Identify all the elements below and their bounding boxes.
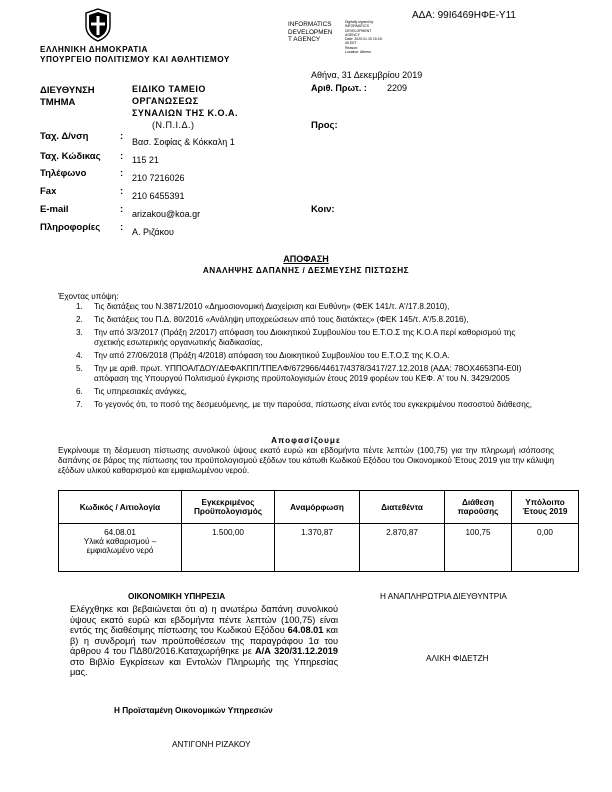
item-text: Το γεγονός ότι, το ποσό της δεσμευόμενης, με την παρούσα, πίστωσης είναι εντός του εγκεκριμένου ποσοστού διάθεσης, xyxy=(94,400,532,409)
finance-verification xyxy=(70,604,338,678)
finance-entry-number: Α/Α 320/31.12.2019 xyxy=(255,646,338,656)
phone-value: 210 7216026 xyxy=(132,173,185,183)
table-cell: 1.370,87 xyxy=(275,524,360,572)
table-cell: 1.500,00 xyxy=(182,524,275,572)
header-cell: Εγκεκριμένος Προϋπολογισμός xyxy=(182,491,275,524)
table-cell: 100,75 xyxy=(445,524,512,572)
colon: : xyxy=(120,131,124,142)
cc-label: Κοιν: xyxy=(311,204,335,215)
table-cell: 0,00 xyxy=(512,524,579,572)
item-number: 5. xyxy=(76,364,83,373)
stamp-detail-line: DEVELOPMENT AGENCY xyxy=(345,28,372,37)
director-name: ΑΛΙΚΗ ΦΙΔΕΤΖΗ xyxy=(426,654,489,663)
table-row xyxy=(59,524,579,572)
item-number: 6. xyxy=(76,387,83,396)
list-item xyxy=(76,328,548,348)
considerations-list xyxy=(76,302,548,410)
info-label: Πληροφορίες xyxy=(40,222,101,233)
stamp-line: DEVELOPMEN xyxy=(288,28,333,36)
finance-head-name: ΑΝΤΙΓΟΝΗ ΡΙΖΑΚΟΥ xyxy=(172,740,251,749)
item-number: 2. xyxy=(76,315,83,324)
protocol-label: Αριθ. Πρωτ. : xyxy=(311,83,367,93)
stamp-detail-line: Date: 2020.01.15 15:18: xyxy=(345,37,383,42)
direction-label: ΔΙΕΥΘΥΝΣΗ xyxy=(40,85,95,96)
protocol-number: 2209 xyxy=(387,83,408,93)
expense-reason: Υλικά καθαρισμού – εμφιαλωμένο νερό xyxy=(83,537,157,555)
header-cell: Διάθεση παρούσης xyxy=(445,491,512,524)
republic-title: ΕΛΛΗΝΙΚΗ ΔΗΜΟΚΡΑΤΙΑ xyxy=(40,45,148,54)
list-item xyxy=(76,351,548,361)
header-cell: Υπόλοιπο Έτους 2019 xyxy=(512,491,579,524)
item-text: Την με αριθ. πρωτ. ΥΠΠΟΑ/ΓΔΟΥ/ΔΕΦΑΚΠΠ/ΤΠΕΛΦ/672966/44617/4378/3417/27.12.2018 (ΑΔΑ: 78ΟΧ4653Π4-Ε0Ι) απόφαση της Υπουργού Πολιτισμού έγκρισης προϋπολογισμών έτους 2019 φορέων του ΚΕΦ. Α' του Ν. 3429/2005 xyxy=(94,364,522,383)
postcode-label: Ταχ. Κώδικας xyxy=(40,151,101,162)
org-line: (Ν.Π.Ι.Δ.) xyxy=(152,120,195,130)
item-text: Την από 3/3/2017 (Πράξη 2/2017) απόφαση του Διοικητικού Συμβουλίου του Ε.Τ.Ο.Σ της Κ.Ο.Α περί καθορισμού της σχετικής εσωτερικής οργανωτικής διαδικασίας, xyxy=(94,328,516,347)
decision-title: ΑΠΟΦΑΣΗ xyxy=(283,254,329,264)
document-date: Αθήνα, 31 Δεκεμβρίου 2019 xyxy=(311,70,423,80)
stamp-detail-line: Location: Athens xyxy=(345,50,371,55)
finance-text: στο Βιβλίο Εγκρίσεων και Εντολών Πληρωμής της Υπηρεσίας μας. xyxy=(70,656,338,677)
fax-label: Fax xyxy=(40,186,57,197)
fax-value: 210 6455391 xyxy=(132,191,185,201)
email-label: E-mail xyxy=(40,204,69,215)
info-value: Α. Ριζάκου xyxy=(132,227,174,237)
header-cell: Αναμόρφωση xyxy=(275,491,360,524)
list-item xyxy=(76,387,548,397)
stamp-line: T AGENCY xyxy=(288,36,321,44)
budget-table xyxy=(58,490,579,572)
we-decide: Αποφασίζουμε xyxy=(271,436,341,445)
stamp-detail-line: Digitally signed by xyxy=(345,20,374,24)
finance-text: και β) η συνδρομή των προϋποθέσεων της παραγράφου 1α του άρθρου 4 του ΠΔ80/2016.Καταχωρήθηκε με xyxy=(70,625,338,656)
item-number: 3. xyxy=(76,328,83,337)
signature-stamp xyxy=(288,21,332,44)
item-text: Την από 27/06/2018 (Πράξη 4/2018) απόφαση του Διοικητικού Συμβουλίου του Ε.Τ.Ο.Σ της Κ.Ο.Α. xyxy=(94,351,450,360)
stamp-detail-line: Reason: xyxy=(345,45,359,50)
item-number: 4. xyxy=(76,351,83,360)
finance-service-title: ΟΙΚΟΝΟΜΙΚΗ ΥΠΗΡΕΣΙΑ xyxy=(128,592,226,601)
postcode-value: 115 21 xyxy=(132,155,159,165)
colon: : xyxy=(120,204,124,215)
org-line: ΣΥΝΑΛΙΩΝ ΤΗΣ Κ.Ο.Α. xyxy=(132,108,239,118)
address-value: Βασ. Σοφίας & Κόκκαλη 1 xyxy=(132,137,235,147)
finance-code: 64.08.01 xyxy=(287,625,324,635)
stamp-detail-line: 06 EET xyxy=(345,41,357,46)
org-line: ΟΡΓΑΝΩΣΕΩΣ xyxy=(132,96,199,106)
director-title: Η ΑΝΑΠΛΗΡΩΤΡΙΑ ΔΙΕΥΘΥΝΤΡΙΑ xyxy=(380,592,507,601)
to-label: Προς: xyxy=(311,120,338,131)
decision-subtitle: ΑΝΑΛΗΨΗΣ ΔΑΠΑΝΗΣ / ΔΕΣΜΕΥΣΗΣ ΠΙΣΤΩΣΗΣ xyxy=(202,266,410,275)
item-number: 7. xyxy=(76,400,83,409)
list-item xyxy=(76,400,548,410)
item-text: Τις υπηρεσιακές ανάγκες, xyxy=(94,387,187,396)
item-text: Τις διατάξεις του Ν.3871/2010 «Δημοσιονομική Διαχείριση και Ευθύνη» (ΦΕΚ 141/τ. Α'/17.8.2010), xyxy=(94,302,450,311)
item-text: Τις διατάξεις του Π.Δ. 80/2016 «Ανάληψη υποχρεώσεων από τους διατάκτες» (ΦΕΚ 145/τ. Α'/5.8.2016), xyxy=(94,315,469,324)
table-cell: 2.870,87 xyxy=(360,524,445,572)
phone-label: Τηλέφωνο xyxy=(40,168,87,179)
item-number: 1. xyxy=(76,302,83,311)
ada-number: ΑΔΑ: 99Ι6469ΗΦΕ-Υ11 xyxy=(412,10,516,21)
stamp-line: INFORMATICS xyxy=(288,21,332,28)
colon: : xyxy=(120,168,124,179)
header-cell: Κωδικός / Αιτιολογία xyxy=(59,491,182,524)
header-cell: Διατεθέντα xyxy=(360,491,445,524)
decision-body: Εγκρίνουμε τη δέσμευση πίστωσης συνολικού ύψους εκατό ευρώ και εβδομήντα πέντε λεπτών (100,75) για την πληρωμή ισόποσης δαπάνης σε βάρος της πίστωσης του προϋπολογισμού εξόδων του κάτωθι Κωδικού Εξόδου του Οικονομικού Έτους 2019 για την κάλυψη εξόδων υλικού καθαρισμού και εμφιαλωμένου νερού. xyxy=(58,446,554,475)
colon: : xyxy=(120,151,124,162)
having-in-mind: Έχοντας υπόψη: xyxy=(58,292,119,301)
stamp-detail-line: INFORMATICS xyxy=(345,24,369,29)
department-label: ΤΜΗΜΑ xyxy=(40,97,76,108)
list-item xyxy=(76,302,548,312)
code-cell xyxy=(59,524,182,572)
email-value[interactable]: arizakou@koa.gr xyxy=(132,209,201,219)
finance-head-title: Η Προϊσταμένη Οικονομικών Υπηρεσιών xyxy=(114,706,273,715)
address-label: Ταχ. Δ/νση xyxy=(40,131,89,142)
colon: : xyxy=(120,186,124,197)
greek-coat-of-arms-icon xyxy=(84,8,112,42)
finance-text: Ελέγχθηκε και βεβαιώνεται ότι α) η ανωτέρω δαπάνη συνολικού ύψους εκατό ευρώ και εβδομήντα πέντε λεπτών (100,75) είναι εντός της διαθέσιμης πίστωσης του Κωδικού Εξόδου xyxy=(70,604,338,635)
colon: : xyxy=(120,222,124,233)
table-header-row xyxy=(59,491,579,524)
signature-stamp-details xyxy=(345,20,385,54)
list-item xyxy=(76,315,548,325)
expense-code: 64.08.01 xyxy=(104,528,136,537)
org-line: ΕΙΔΙΚΟ ΤΑΜΕΙΟ xyxy=(132,84,206,94)
ministry-title: ΥΠΟΥΡΓΕΙΟ ΠΟΛΙΤΙΣΜΟΥ ΚΑΙ ΑΘΛΗΤΙΣΜΟΥ xyxy=(40,55,230,64)
list-item xyxy=(76,364,548,384)
